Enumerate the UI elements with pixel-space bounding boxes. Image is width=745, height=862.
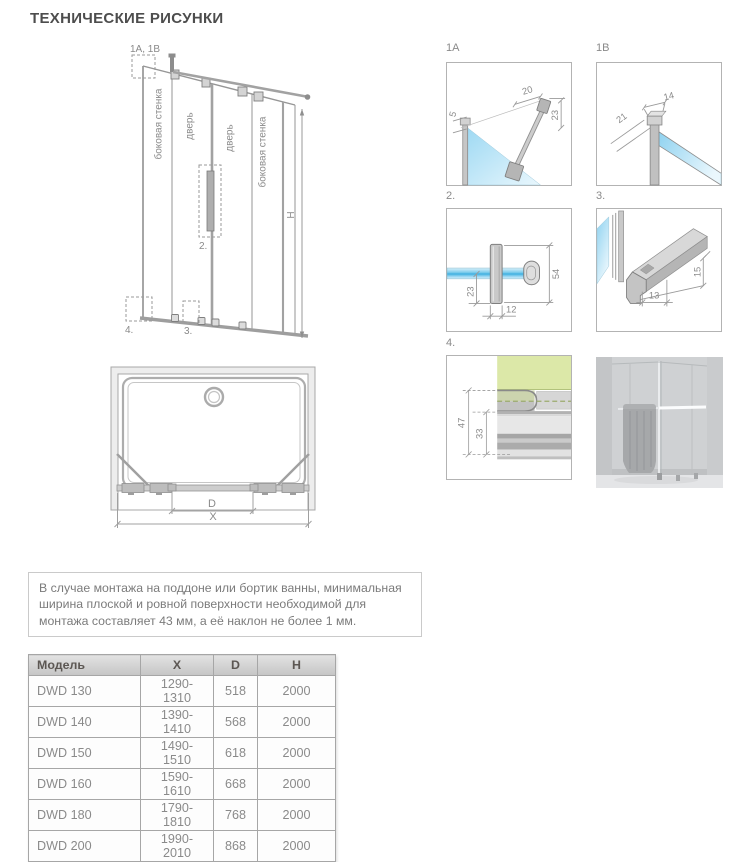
detail-1a-box <box>446 62 572 186</box>
bottom-rail-plan <box>117 484 309 496</box>
header-x: X <box>141 655 214 676</box>
wall-bracket-pin <box>169 54 176 73</box>
dim-label-d: D <box>208 498 216 510</box>
cell-model: DWD 140 <box>29 707 141 738</box>
left-wall <box>596 357 612 488</box>
dim-label-14: 14 <box>662 90 676 103</box>
detail-2-label: 2. <box>446 190 456 202</box>
wall-profile <box>463 124 468 185</box>
dim-label-20: 20 <box>520 84 534 97</box>
dim-label-x: X <box>209 511 217 523</box>
dim-label-47: 47 <box>456 417 467 429</box>
detail-4-label: 4. <box>446 337 456 349</box>
handle-profile <box>490 244 502 303</box>
detail-1a-drawing <box>447 63 571 185</box>
detail-4-box <box>446 355 572 480</box>
table-row <box>29 738 336 769</box>
handle-knob <box>524 261 540 285</box>
dim-label-21: 21 <box>614 110 629 126</box>
product-photo <box>596 357 723 488</box>
cell-x: 1990-2010 <box>141 831 214 862</box>
cell-d: 568 <box>214 707 258 738</box>
dim-label-54: 54 <box>551 268 562 280</box>
dim-label-23: 23 <box>465 286 476 297</box>
table-row <box>29 707 336 738</box>
product-photo-image <box>596 357 723 488</box>
tub-rim-section <box>497 411 571 459</box>
cell-model: DWD 150 <box>29 738 141 769</box>
callout-label-3: 3. <box>184 326 193 337</box>
table-row <box>29 800 336 831</box>
cell-model: DWD 200 <box>29 831 141 862</box>
right-wall <box>707 357 723 488</box>
cell-d: 618 <box>214 738 258 769</box>
cell-d: 668 <box>214 769 258 800</box>
cell-h: 2000 <box>258 676 336 707</box>
detail-1a-label: 1A <box>446 42 460 54</box>
detail-1b-label: 1B <box>596 42 610 54</box>
model-spec-table <box>28 654 336 862</box>
panel-label-side-wall-left: боковая стенка <box>153 88 165 160</box>
panel-label-door-right: дверь <box>224 124 236 152</box>
table-header-row <box>29 655 336 676</box>
cell-x: 1790-1810 <box>141 800 214 831</box>
height-dimension <box>300 109 304 338</box>
cell-h: 2000 <box>258 831 336 862</box>
page-title: ТЕХНИЧЕСКИЕ РИСУНКИ <box>30 10 224 27</box>
cell-x: 1490-1510 <box>141 738 214 769</box>
panel-label-side-wall-right: боковая стенка <box>257 116 269 188</box>
header-model: Модель <box>29 655 141 676</box>
detail-1b-box <box>596 62 722 186</box>
cell-d: 768 <box>214 800 258 831</box>
dim-label-h: H <box>286 211 297 219</box>
detail-3-drawing <box>597 209 721 331</box>
cell-x: 1390-1410 <box>141 707 214 738</box>
detail-3-box <box>596 208 722 332</box>
callout-label-2: 2. <box>199 241 208 252</box>
towel <box>623 404 656 473</box>
table-row <box>29 676 336 707</box>
table-row <box>29 769 336 800</box>
drain-circle <box>205 388 223 406</box>
detail-4-drawing <box>447 356 571 479</box>
glass-top-view <box>497 356 571 389</box>
cell-model: DWD 180 <box>29 800 141 831</box>
table-row <box>29 831 336 862</box>
installation-note: В случае монтажа на поддоне или бортик ванны, минимальная ширина плоской и ровной поверхности необходимой для монтажа составляет 43 мм, а её наклон не более 1 мм. <box>28 572 422 637</box>
dim-label-15: 15 <box>692 266 703 278</box>
cell-d: 868 <box>214 831 258 862</box>
header-d: D <box>214 655 258 676</box>
door-profiles <box>613 211 624 282</box>
panel-label-door-left: дверь <box>184 112 196 140</box>
dim-label-5: 5 <box>447 110 459 118</box>
glass-panel <box>597 217 609 284</box>
dim-label-12: 12 <box>506 304 517 315</box>
detail-2-drawing <box>447 209 571 331</box>
cell-x: 1290-1310 <box>141 676 214 707</box>
stabilizer-bar-end-cap <box>305 94 311 100</box>
glass-panel <box>659 132 721 185</box>
dim-label-13: 13 <box>648 290 660 301</box>
cell-h: 2000 <box>258 738 336 769</box>
detail-1b-drawing <box>597 63 721 185</box>
dim-label-23: 23 <box>550 109 561 121</box>
callout-label-1ab: 1A, 1B <box>130 44 161 55</box>
cell-h: 2000 <box>258 707 336 738</box>
plan-view-drawing <box>98 362 338 534</box>
cell-h: 2000 <box>258 800 336 831</box>
callout-label-4: 4. <box>125 325 134 336</box>
detail-2-box <box>446 208 572 332</box>
dim-lines <box>453 94 565 133</box>
glass-panels-outline <box>143 66 295 335</box>
cell-d: 518 <box>214 676 258 707</box>
cell-h: 2000 <box>258 769 336 800</box>
door-handle <box>207 171 214 231</box>
cell-model: DWD 130 <box>29 676 141 707</box>
header-h: H <box>258 655 336 676</box>
front-view-drawing <box>112 42 342 352</box>
glass-panel <box>447 268 526 279</box>
cell-x: 1590-1610 <box>141 769 214 800</box>
cell-model: DWD 160 <box>29 769 141 800</box>
dim-label-33: 33 <box>474 428 485 439</box>
detail-3-label: 3. <box>596 190 606 202</box>
